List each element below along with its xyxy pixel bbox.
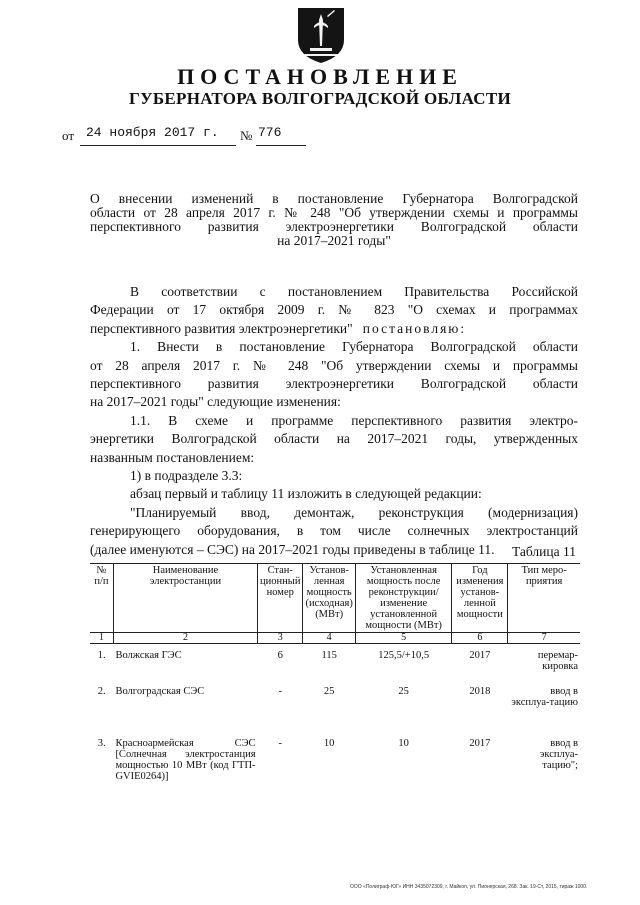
number-underline xyxy=(256,145,306,146)
header-cell: Установ-ленная мощность (исходная) (МВт) xyxy=(303,564,355,633)
date-prefix: от xyxy=(62,128,75,143)
generation-table xyxy=(90,563,580,783)
column-number: 5 xyxy=(355,633,452,644)
body-text: перспективного развития электроэнергетики" xyxy=(90,320,353,336)
document-body xyxy=(90,283,578,559)
capacity-after: 10 xyxy=(398,737,409,749)
station-number: - xyxy=(278,685,282,697)
header-cell: Наименование электростанции xyxy=(113,564,257,633)
column-number: 7 xyxy=(508,633,580,644)
body-line: энергетики Волгоградской области на 2017–2021 годы, утвержденных xyxy=(90,431,578,447)
body-line: от 28 апреля 2017 г. № 248 "Об утверждении схемы и программы xyxy=(90,357,578,373)
table-header-row xyxy=(90,564,580,633)
document-number: 776 xyxy=(258,125,282,140)
change-year: 2017 xyxy=(469,737,491,749)
column-number: 2 xyxy=(113,633,257,644)
body-line: абзац первый и таблицу 11 изложить в следующей редакции: xyxy=(130,486,482,502)
document-issuer: ГУБЕРНАТОРА ВОЛГОГРАДСКОЙ ОБЛАСТИ xyxy=(128,89,512,108)
table-row xyxy=(90,734,580,783)
row-number: 3. xyxy=(97,737,106,749)
row-number: 1. xyxy=(97,650,106,661)
change-year: 2017 xyxy=(469,650,491,661)
capacity-after: 25 xyxy=(398,685,409,697)
document-title: ПОСТАНОВЛЕНИЕ xyxy=(177,64,463,89)
measure-type: перемар-кировка xyxy=(537,650,578,672)
heading-line: области от 28 апреля 2017 г. № 248 "Об утверждении схемы и программы xyxy=(90,205,578,220)
table-caption: Таблица 11 xyxy=(512,544,576,559)
station-name: Волгоградская СЭС xyxy=(115,685,205,697)
heading-line: перспективного развития электроэнергетики Волгоградской области xyxy=(90,219,578,234)
table-row xyxy=(90,682,580,734)
station-name: Волжская ГЭС xyxy=(115,650,182,661)
body-line: генерирующего оборудования, в том числе солнечных электростанций xyxy=(90,523,578,539)
header-cell: № п/п xyxy=(90,564,113,633)
body-line: "Планируемый ввод, демонтаж, реконструкция (модернизация) xyxy=(130,504,578,520)
document-date: 24 ноября 2017 г. xyxy=(86,125,219,140)
body-line: 1) в подразделе 3.3: xyxy=(130,468,243,484)
header-cell: Установленная мощность после реконструкции/ изменение установленной мощности (МВт) xyxy=(355,564,452,633)
station-number: - xyxy=(278,737,282,749)
change-year: 2018 xyxy=(469,685,491,697)
coat-of-arms-icon xyxy=(294,6,348,64)
header-cell: Тип меро-приятия xyxy=(508,564,580,633)
header-cell: Год изменения установ-ленной мощности xyxy=(452,564,508,633)
heading-line: О внесении изменений в постановление Губернатора Волгоградской xyxy=(90,191,578,206)
body-line: 1.1. В схеме и программе перспективного развития электро- xyxy=(130,412,578,428)
column-number-row xyxy=(90,633,580,644)
measure-type: ввод в эксплуа-тацию xyxy=(511,685,578,708)
column-number: 4 xyxy=(303,633,355,644)
column-number: 6 xyxy=(452,633,508,644)
body-line: на 2017–2021 годы" следующие изменения: xyxy=(90,394,341,410)
header-cell: Стан-ционный номер xyxy=(258,564,303,633)
capacity-initial: 10 xyxy=(323,737,335,749)
column-number: 1 xyxy=(90,633,113,644)
column-number: 3 xyxy=(258,633,303,644)
body-line: названным постановлением: xyxy=(90,449,255,465)
table-row xyxy=(90,644,580,682)
heading-line: на 2017–2021 годы" xyxy=(277,233,391,248)
capacity-initial: 25 xyxy=(323,685,335,697)
number-sign: № xyxy=(240,128,253,143)
body-line: В соответствии с постановлением Правительства Российской xyxy=(130,284,578,299)
printer-footer: ООО «Полиграф-ЮГ» ИНН 3435072309, г. Майкоп, ул. Пионерская, 268. Зак. 19-Ст, 2015, тираж 1000. xyxy=(350,884,588,890)
measure-type: ввод в эксплуа-тацию"; xyxy=(539,737,578,771)
body-line: (далее именуются – СЭС) на 2017–2021 годы приведены в таблице 11. xyxy=(90,541,495,557)
body-line: перспективного развития электроэнергетики Волгоградской области xyxy=(90,376,578,392)
capacity-after: 125,5/+10,5 xyxy=(378,650,430,661)
station-number: 6 xyxy=(277,650,283,661)
body-line: 1. Внести в постановление Губернатора Волгоградской области xyxy=(130,339,578,355)
body-line: Федерации от 17 октября 2009 г. № 823 "О схемах и программах xyxy=(90,302,578,318)
row-number: 2. xyxy=(97,685,106,697)
body-line xyxy=(90,320,578,338)
resolution-word: постановляю: xyxy=(362,320,467,336)
capacity-initial: 115 xyxy=(321,650,337,661)
document-heading xyxy=(90,192,578,248)
date-underline xyxy=(80,145,236,146)
station-name: Красноармейская СЭС [Солнечная электростанция мощностью 10 МВт (код ГТП-GVIE0264)] xyxy=(115,737,256,782)
